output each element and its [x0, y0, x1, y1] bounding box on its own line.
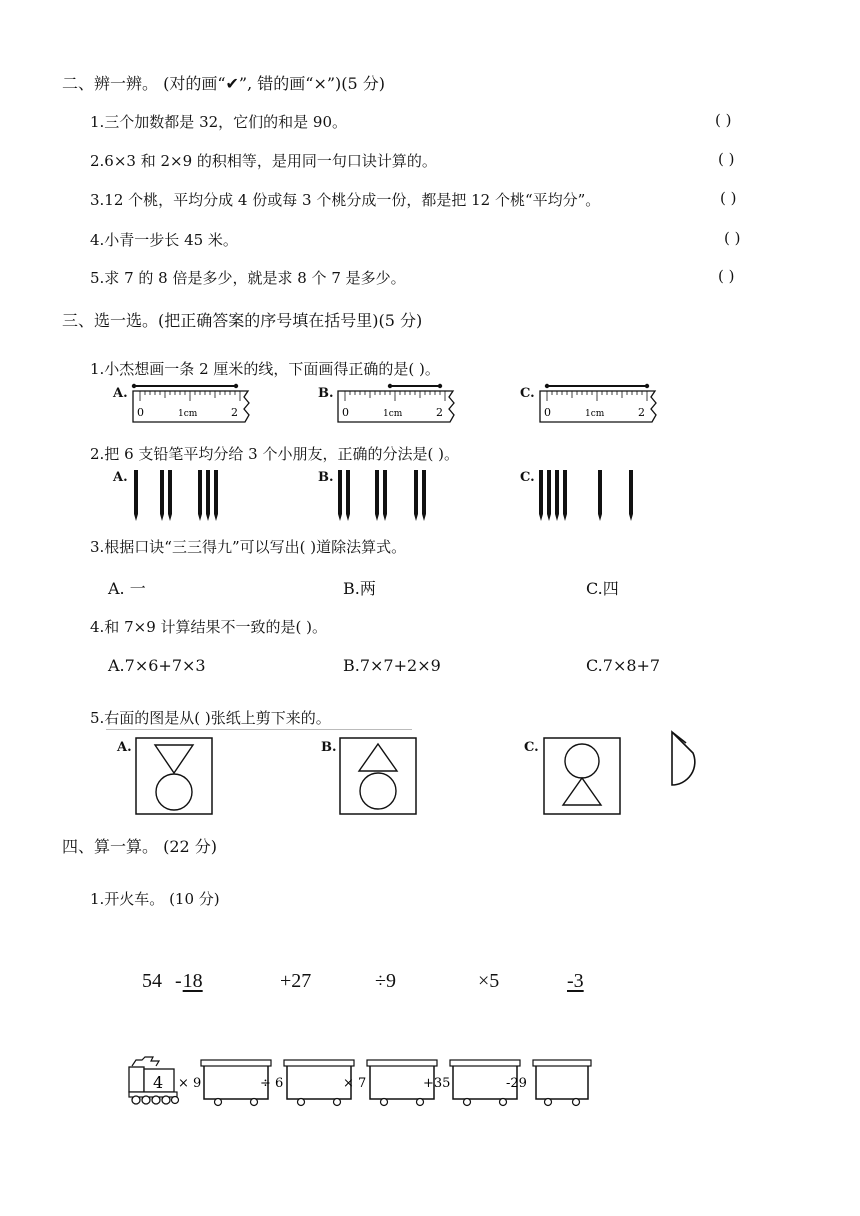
pencils-option-a: [128, 468, 228, 524]
q4-option-c[interactable]: C.7×8+7: [586, 656, 661, 675]
train-op-4: +35: [423, 1076, 451, 1091]
ruler-b-zero: 0: [342, 406, 349, 419]
section-4-title: 四、算一算。 (22 分): [62, 837, 218, 856]
judge-item-1: 1.三个加数都是 32，它们的和是 90。: [90, 113, 348, 131]
choice-question-2: 2.把 6 支铅笔平均分给 3 个小朋友，正确的分法是( )。: [90, 445, 459, 463]
ruler-c: [537, 381, 662, 426]
choice-question-3: 3.根据口诀“三三得九”可以写出( )道除法算式。: [90, 538, 407, 556]
pencil-icon: [555, 470, 559, 521]
circle-icon: [156, 774, 192, 810]
paper-option-c: [543, 737, 621, 815]
ruler-c-two: 2: [638, 406, 645, 419]
section-2-title: 二、辨一辨。 (对的画“✔”, 错的画“×”)(5 分): [62, 74, 386, 93]
pencil-icon: [629, 470, 633, 521]
judge-item-4: 4.小青一步长 45 米。: [90, 231, 238, 249]
ruler-a-two: 2: [231, 406, 238, 419]
ruler-c-dot-start: [545, 384, 549, 388]
section-3-title: 三、选一选。(把正确答案的序号填在括号里)(5 分): [62, 311, 423, 330]
chain-start: 54: [142, 970, 162, 992]
paper-label-c: C.: [524, 740, 539, 755]
paper-label-a: A.: [117, 740, 132, 755]
ruler-a: [130, 381, 255, 426]
ruler-c-dot-end: [645, 384, 649, 388]
pencil-icon: [375, 470, 379, 521]
judge-item-2: 2.6×3 和 2×9 的积相等，是用同一句口诀计算的。: [90, 152, 437, 170]
pencil-icon: [160, 470, 164, 521]
chain-op-1: -18: [175, 970, 203, 992]
ruler-b-two: 2: [436, 406, 443, 419]
q4-option-a[interactable]: A.7×6+7×3: [108, 656, 206, 675]
judge-answer-4[interactable]: ( ): [724, 229, 741, 247]
pencil-icon: [563, 470, 567, 521]
chain-op-3: ÷9: [375, 970, 396, 992]
pencil-icon: [539, 470, 543, 521]
circle-icon: [565, 744, 599, 778]
q3-option-b[interactable]: B.两: [343, 579, 376, 598]
train-figure: [126, 1052, 596, 1112]
pencil-icon: [134, 470, 138, 521]
pencil-icon: [214, 470, 218, 521]
train-op-2: ÷ 6: [260, 1076, 284, 1091]
chain-op-4: ×5: [478, 970, 500, 992]
pencil-icon: [206, 470, 210, 521]
train-car-5: [533, 1060, 591, 1106]
train-start-number: 4: [153, 1073, 164, 1092]
ruler-a-unit: 1cm: [178, 409, 198, 419]
q4-option-b[interactable]: B.7×7+2×9: [343, 656, 441, 675]
pencils-option-b: [334, 468, 434, 524]
pencils-label-c: C.: [520, 470, 535, 485]
pencil-icon: [168, 470, 172, 521]
train-op-5: -29: [506, 1076, 527, 1091]
half-circle-icon: [672, 732, 695, 785]
q3-option-c[interactable]: C.四: [586, 579, 619, 598]
judge-answer-1[interactable]: ( ): [715, 111, 732, 129]
pencil-icon: [547, 470, 551, 521]
chain-op-1-underlined: 18: [182, 970, 203, 992]
ruler-b-dot-end: [438, 384, 442, 388]
judge-answer-2[interactable]: ( ): [718, 150, 735, 168]
ruler-a-dot-end: [234, 384, 238, 388]
paper-label-b: B.: [321, 740, 337, 755]
pencil-icon: [598, 470, 602, 521]
ruler-label-c: C.: [520, 386, 535, 401]
chain-op-2: +27: [280, 970, 312, 992]
paper-option-a: [135, 737, 213, 815]
judge-answer-3[interactable]: ( ): [720, 189, 737, 207]
choice-question-4: 4.和 7×9 计算结果不一致的是( )。: [90, 618, 327, 636]
ruler-a-dot-start: [132, 384, 136, 388]
ruler-label-a: A.: [113, 386, 128, 401]
pencil-icon: [346, 470, 350, 521]
chain-op-5: -3: [567, 970, 584, 992]
triangle-up-icon: [359, 744, 397, 771]
paper-option-b: [339, 737, 417, 815]
cut-shape-figure: [668, 729, 702, 789]
pencil-icon: [383, 470, 387, 521]
triangle-up-icon: [563, 778, 601, 805]
choice-question-1: 1.小杰想画一条 2 厘米的线，下面画得正确的是( )。: [90, 360, 440, 378]
triangle-edge-icon: [672, 732, 686, 743]
ruler-c-zero: 0: [544, 406, 551, 419]
train-op-3: × 7: [343, 1076, 367, 1091]
ruler-b-unit: 1cm: [383, 409, 403, 419]
pencil-icon: [414, 470, 418, 521]
judge-item-3: 3.12 个桃，平均分成 4 份或每 3 个桃分成一份，都是把 12 个桃“平均分”。: [90, 191, 601, 209]
pencil-icon: [422, 470, 426, 521]
pencils-option-c: [536, 468, 640, 524]
pencils-label-b: B.: [318, 470, 334, 485]
q3-option-a[interactable]: A. 一: [108, 579, 146, 598]
ruler-b: [335, 381, 460, 426]
circle-icon: [360, 773, 396, 809]
ruler-c-unit: 1cm: [585, 409, 605, 419]
question-5-rule: [106, 729, 412, 730]
judge-item-5: 5.求 7 的 8 倍是多少，就是求 8 个 7 是多少。: [90, 269, 406, 287]
pencil-icon: [338, 470, 342, 521]
train-op-1: × 9: [178, 1076, 202, 1091]
ruler-b-dot-start: [388, 384, 392, 388]
judge-answer-5[interactable]: ( ): [718, 267, 735, 285]
train-question-1: 1.开火车。 (10 分): [90, 890, 220, 908]
pencil-icon: [198, 470, 202, 521]
choice-question-5: 5.右面的图是从( )张纸上剪下来的。: [90, 709, 331, 727]
ruler-label-b: B.: [318, 386, 334, 401]
ruler-a-zero: 0: [137, 406, 144, 419]
pencils-label-a: A.: [113, 470, 128, 485]
triangle-down-icon: [155, 745, 193, 773]
